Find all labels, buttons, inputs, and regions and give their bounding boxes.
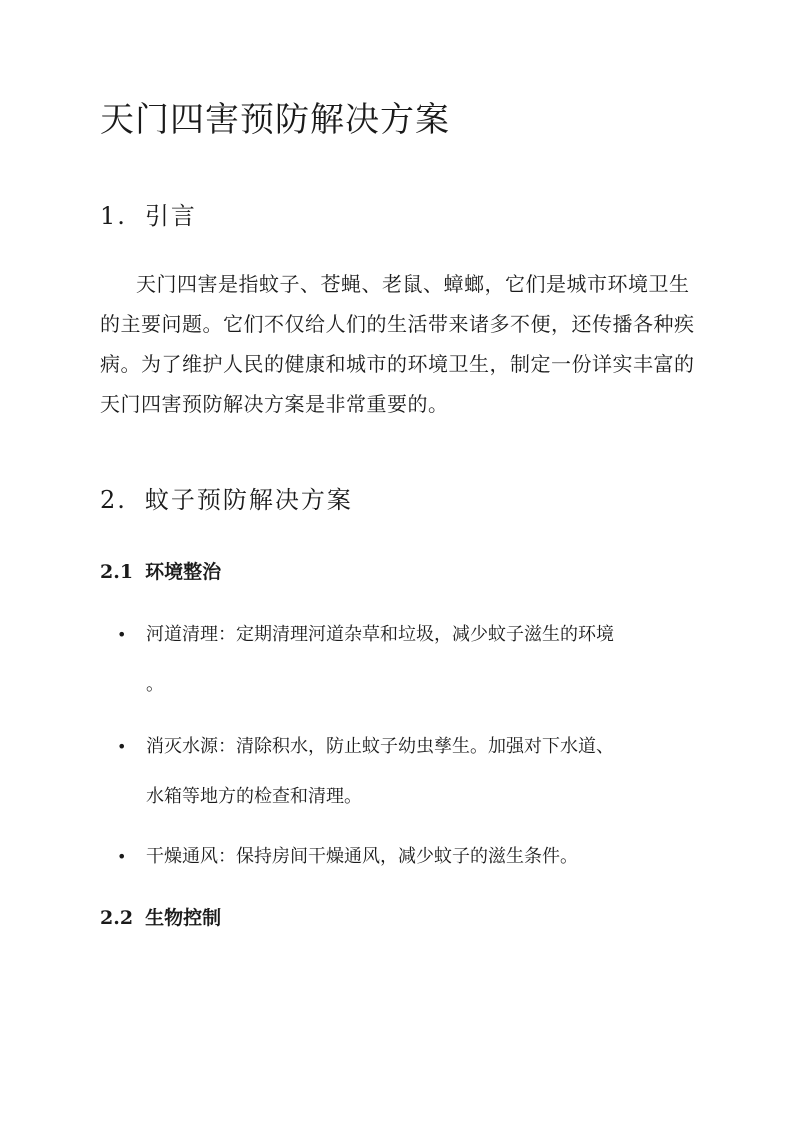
paragraph-line: 病。为了维护人民的健康和城市的环境卫生，制定一份详实丰富的 (100, 352, 695, 376)
list-item (100, 832, 700, 882)
document-title: 天门四害预防解决方案 (100, 100, 450, 140)
subsection-number: 2.1 (100, 561, 134, 583)
subsection-number: 2.2 (100, 907, 134, 929)
subsection-title: 生物控制 (145, 907, 222, 929)
list-item-line: 干燥通风：保持房间干燥通风，减少蚊子的滋生条件。 (146, 846, 578, 867)
subsection-heading-environment (100, 557, 221, 584)
list-item (100, 722, 700, 822)
section-title: 引言 (144, 202, 197, 230)
bullet-icon: • (117, 847, 127, 866)
list-item-line: 。 (146, 674, 164, 695)
section-number: 2. (100, 486, 127, 514)
list-item (100, 610, 700, 710)
paragraph-line: 的主要问题。它们不仅给人们的生活带来诸多不便，还传播各种疾 (100, 312, 695, 336)
bullet-icon: • (117, 737, 127, 756)
paragraph-line: 天门四害预防解决方案是非常重要的。 (100, 392, 449, 416)
intro-paragraph (100, 264, 700, 424)
section-number: 1. (100, 202, 127, 230)
list-item-line: 消灭水源：清除积水，防止蚊子幼虫孳生。加强对下水道、 (146, 736, 614, 757)
subsection-title: 环境整治 (145, 561, 222, 583)
subsection-heading-biological (100, 903, 221, 930)
section-title: 蚊子预防解决方案 (144, 486, 353, 514)
bullet-icon: • (117, 625, 127, 644)
section-heading-intro (100, 196, 197, 231)
paragraph-line: 天门四害是指蚊子、苍蝇、老鼠、蟑螂，它们是城市环境卫生 (136, 272, 690, 296)
list-item-line: 河道清理：定期清理河道杂草和垃圾，减少蚊子滋生的环境 (146, 624, 614, 645)
section-heading-mosquito (100, 480, 353, 515)
list-item-line: 水箱等地方的检查和清理。 (146, 786, 362, 807)
